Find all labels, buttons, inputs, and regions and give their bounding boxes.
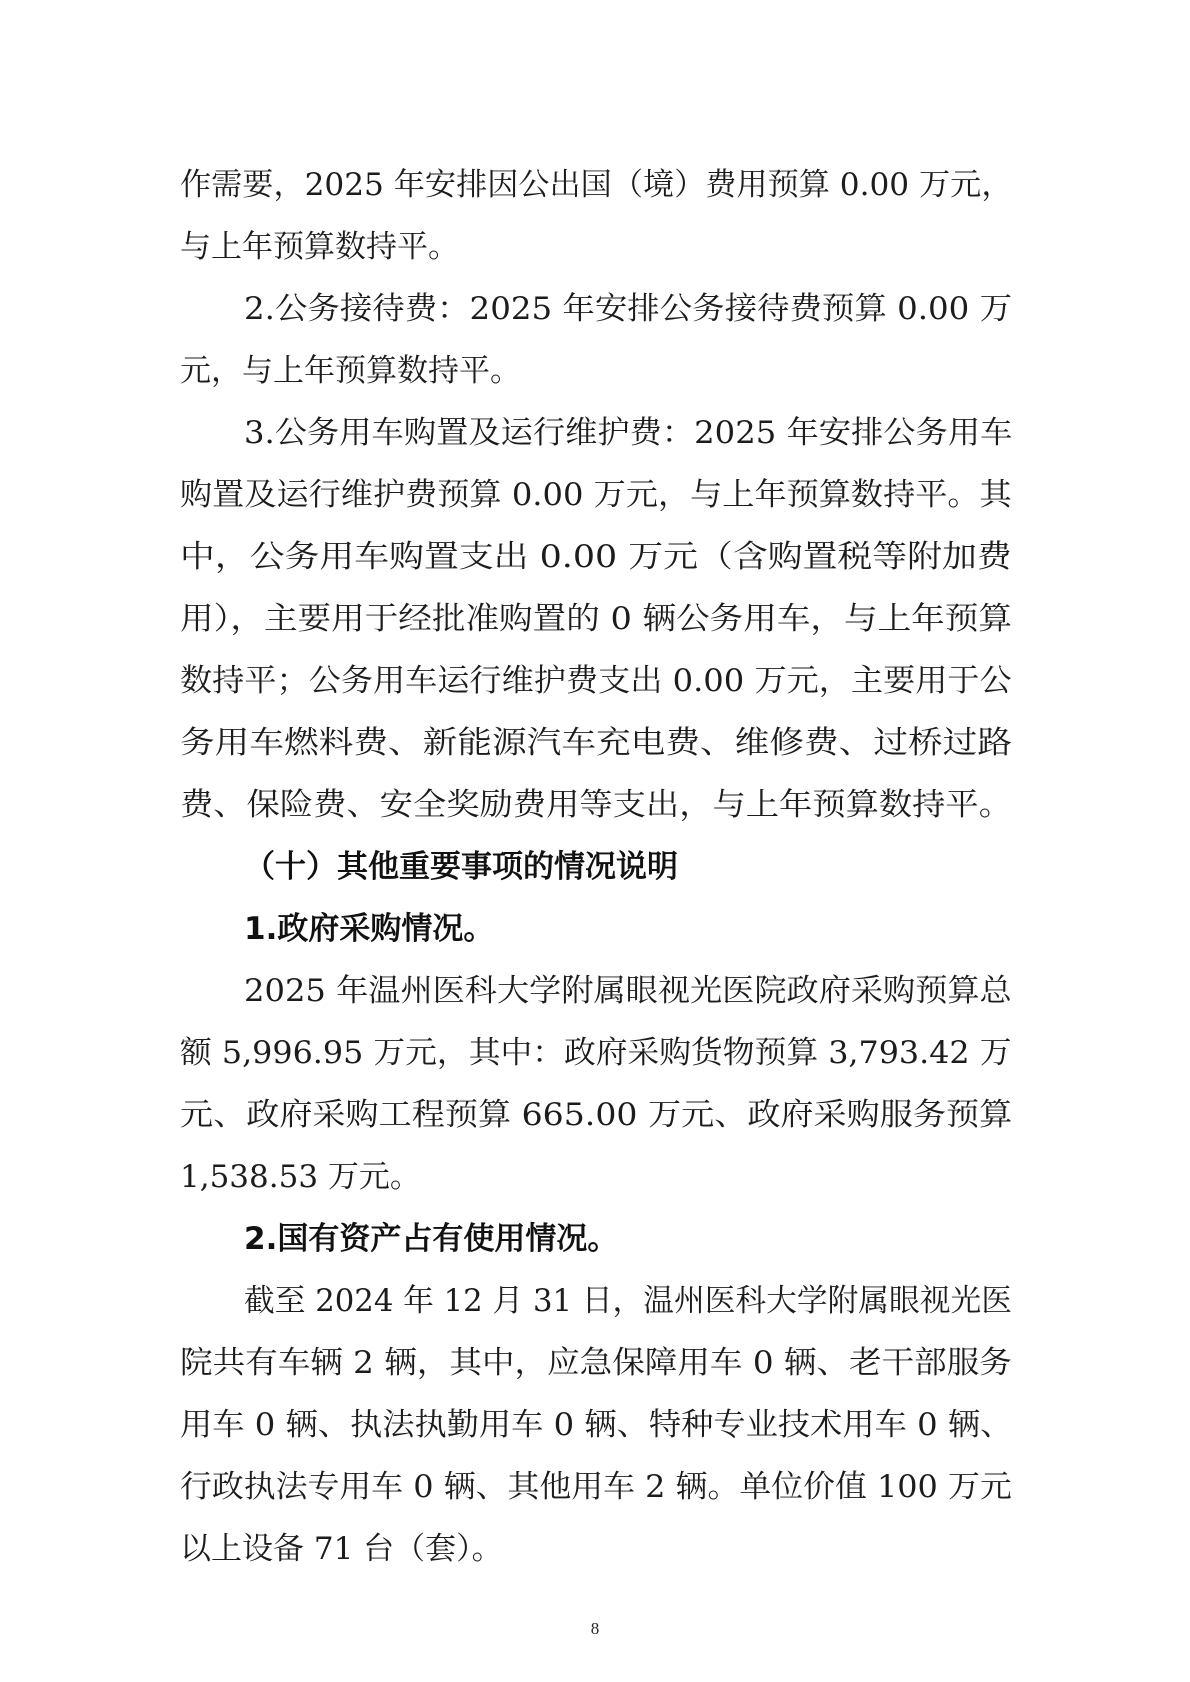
- section-heading: （十）其他重要事项的情况说明: [244, 849, 678, 885]
- body-text-line: 行政执法专用车 0 辆、其他用车 2 辆。单位价值 100 万元: [180, 1469, 1012, 1505]
- body-text-line: 中，公务用车购置支出 0.00 万元（含购置税等附加费: [180, 539, 1012, 575]
- body-text-line: 截至 2024 年 12 月 31 日，温州医科大学附属眼视光医: [244, 1283, 1012, 1319]
- body-text-line: 务用车燃料费、新能源汽车充电费、维修费、过桥过路: [180, 725, 1012, 761]
- body-text-line: 3.公务用车购置及运行维护费：2025 年安排公务用车: [244, 415, 1013, 451]
- body-text-line: 元、政府采购工程预算 665.00 万元、政府采购服务预算: [180, 1097, 1013, 1133]
- subsection-heading: 2.国有资产占有使用情况。: [244, 1221, 619, 1257]
- body-text-line: 元，与上年预算数持平。: [180, 353, 521, 389]
- body-text-line: 以上设备 71 台（套）。: [180, 1531, 503, 1567]
- body-text-line: 作需要，2025 年安排因公出国（境）费用预算 0.00 万元，: [180, 167, 1013, 203]
- body-text-line: 数持平；公务用车运行维护费支出 0.00 万元，主要用于公: [180, 663, 1012, 699]
- subsection-heading: 1.政府采购情况。: [244, 911, 495, 947]
- body-text-line: 2.公务接待费：2025 年安排公务接待费预算 0.00 万: [244, 291, 1013, 327]
- body-text-line: 购置及运行维护费预算 0.00 万元，与上年预算数持平。其: [180, 477, 1012, 513]
- page-number: 8: [590, 1619, 600, 1638]
- body-text-line: 院共有车辆 2 辆，其中，应急保障用车 0 辆、老干部服务: [180, 1345, 1012, 1381]
- body-text-line: 用），主要用于经批准购置的 0 辆公务用车，与上年预算: [180, 601, 1012, 637]
- body-text-line: 用车 0 辆、执法执勤用车 0 辆、特种专业技术用车 0 辆、: [180, 1407, 1013, 1443]
- body-text-line: 费、保险费、安全奖励费用等支出，与上年预算数持平。: [180, 787, 1013, 823]
- body-text-line: 额 5,996.95 万元，其中：政府采购货物预算 3,793.42 万: [180, 1035, 1012, 1071]
- body-text-line: 2025 年温州医科大学附属眼视光医院政府采购预算总: [244, 973, 1012, 1009]
- body-text-line: 与上年预算数持平。: [180, 229, 459, 265]
- body-text-line: 1,538.53 万元。: [180, 1159, 421, 1195]
